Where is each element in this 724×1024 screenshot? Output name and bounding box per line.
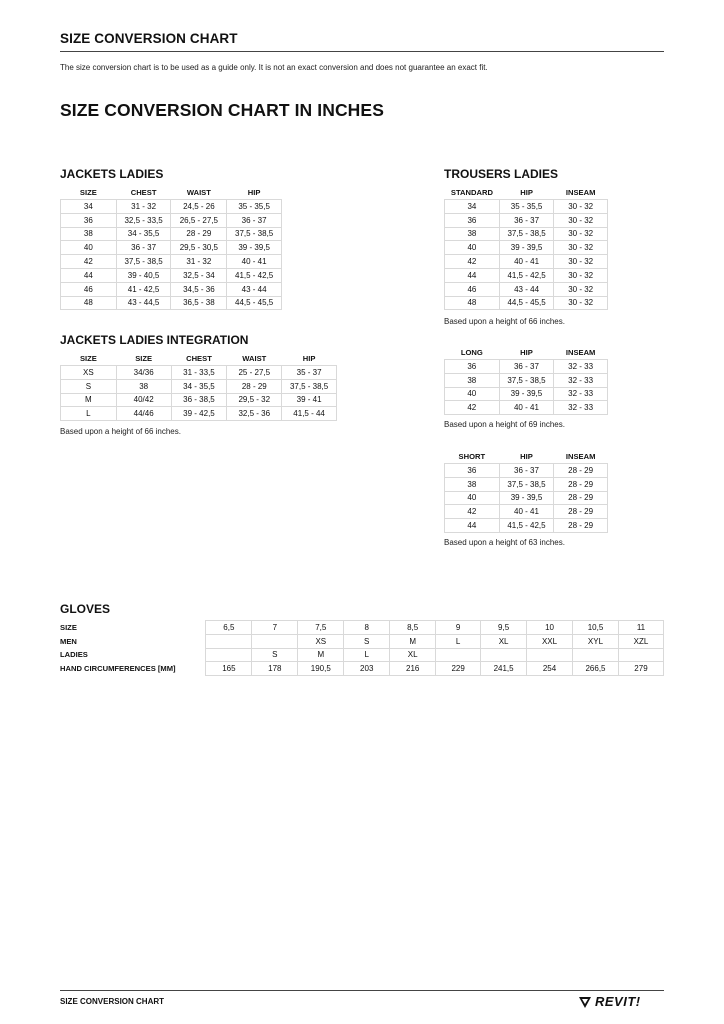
table-cell: 43 - 44: [227, 282, 282, 296]
header-title: SIZE CONVERSION CHART: [60, 31, 238, 46]
table-row: [445, 360, 608, 374]
table-cell: 38: [445, 227, 500, 241]
table-header-row: [61, 351, 337, 366]
table-cell: 39 - 39,5: [499, 241, 553, 255]
table-row: [61, 255, 282, 269]
table-cell: 40 - 41: [499, 505, 554, 519]
table-cell: 34: [445, 200, 500, 214]
table-cell: 42: [445, 401, 500, 415]
table-cell: SIZE: [60, 622, 77, 632]
main-title: SIZE CONVERSION CHART IN INCHES: [60, 100, 384, 120]
table-cell: 28 - 29: [171, 227, 227, 241]
table-cell: 39 - 42,5: [171, 407, 227, 421]
table-cell: 178: [252, 662, 298, 676]
brand-logo: [578, 994, 641, 1009]
table-cell: M: [61, 393, 117, 407]
table-cell: 26,5 - 27,5: [171, 213, 227, 227]
table-cell: 36: [445, 464, 500, 478]
table-cell: 8,5: [390, 621, 436, 635]
table-cell: 38: [116, 379, 171, 393]
table-cell: 38: [61, 227, 117, 241]
column-header: CHEST: [186, 353, 212, 363]
column-header: WAIST: [242, 353, 267, 363]
table-row: [445, 519, 608, 533]
table-cell: 36 - 37: [499, 464, 554, 478]
table-cell: 31 - 32: [171, 255, 227, 269]
table-cell: 30 - 32: [554, 213, 608, 227]
integration-note: Based upon a height of 66 inches.: [60, 427, 181, 436]
jackets-ladies-table: [60, 185, 282, 310]
table-cell: M: [390, 634, 436, 648]
table-row: [61, 379, 337, 393]
table-row: [61, 213, 282, 227]
table-cell: XZL: [618, 634, 663, 648]
table-cell: 38: [445, 477, 500, 491]
table-cell: MEN: [60, 636, 77, 646]
table-row: [445, 387, 608, 401]
table-cell: 36 - 37: [227, 213, 282, 227]
column-header: STANDARD: [450, 187, 493, 197]
table-cell: 35 - 35,5: [227, 200, 282, 214]
table-cell: 34: [61, 200, 117, 214]
table-cell: [436, 648, 481, 662]
table-cell: 35 - 37: [282, 366, 337, 380]
table-cell: 42: [445, 505, 500, 519]
table-row: [445, 296, 608, 310]
table-cell: 6,5: [206, 621, 252, 635]
table-cell: 36 - 38,5: [171, 393, 227, 407]
table-cell: M: [298, 648, 344, 662]
table-cell: 42: [445, 255, 500, 269]
table-cell: [527, 648, 573, 662]
table-row: [60, 634, 664, 648]
table-cell: 229: [436, 662, 481, 676]
table-cell: 34 - 35,5: [171, 379, 227, 393]
table-row: [60, 621, 664, 635]
table-cell: 190,5: [298, 662, 344, 676]
column-header: SIZE: [79, 187, 97, 197]
table-cell: 39 - 41: [282, 393, 337, 407]
table-cell: [573, 648, 619, 662]
table-cell: XL: [390, 648, 436, 662]
table-header-row: [445, 345, 608, 360]
table-cell: 203: [344, 662, 390, 676]
table-cell: 11: [618, 621, 663, 635]
table-cell: 30 - 32: [554, 200, 608, 214]
table-row: [445, 200, 608, 214]
table-cell: 40: [445, 491, 500, 505]
trousers-standard-note: Based upon a height of 66 inches.: [444, 317, 565, 326]
table-cell: XL: [481, 634, 527, 648]
table-row: [445, 255, 608, 269]
table-cell: 28 - 29: [554, 464, 608, 478]
table-cell: 30 - 32: [554, 268, 608, 282]
table-row: [61, 268, 282, 282]
column-header: SIZE: [79, 353, 97, 363]
table-cell: 28 - 29: [554, 519, 608, 533]
table-cell: 43 - 44: [499, 282, 553, 296]
table-cell: 28 - 29: [554, 505, 608, 519]
table-row: [445, 241, 608, 255]
table-cell: LADIES: [60, 650, 88, 660]
table-header-row: [61, 185, 282, 200]
table-row: [445, 268, 608, 282]
table-row: [61, 366, 337, 380]
table-row: [445, 491, 608, 505]
table-cell: L: [61, 407, 117, 421]
table-cell: 41 - 42,5: [116, 282, 171, 296]
column-header: SHORT: [458, 451, 486, 461]
jackets-ladies-title: JACKETS LADIES: [60, 167, 164, 181]
trousers-short-note: Based upon a height of 63 inches.: [444, 538, 565, 547]
table-cell: 36,5 - 38: [171, 296, 227, 310]
table-cell: 46: [445, 282, 500, 296]
column-header: HIP: [520, 451, 533, 461]
table-cell: [206, 634, 252, 648]
jackets-ladies-integration-title: JACKETS LADIES INTEGRATION: [60, 333, 249, 347]
table-cell: 44,5 - 45,5: [499, 296, 553, 310]
table-cell: 38: [445, 373, 500, 387]
table-cell: 44/46: [116, 407, 171, 421]
brand-mark-icon: [578, 996, 592, 1009]
table-cell: 29,5 - 32: [227, 393, 282, 407]
column-header: WAIST: [186, 187, 211, 197]
table-cell: 44,5 - 45,5: [227, 296, 282, 310]
table-cell: 30 - 32: [554, 296, 608, 310]
table-cell: 34/36: [116, 366, 171, 380]
trousers-ladies-title: TROUSERS LADIES: [444, 167, 559, 181]
table-cell: 40: [445, 387, 500, 401]
table-cell: 28 - 29: [554, 491, 608, 505]
table-row: [61, 296, 282, 310]
intro-text: The size conversion chart is to be used as a guide only. It is not an exact conversion and does not guarantee an exact fit.: [60, 63, 488, 72]
table-cell: [618, 648, 663, 662]
footer-title: SIZE CONVERSION CHART: [60, 997, 165, 1006]
table-cell: 48: [61, 296, 117, 310]
column-header: INSEAM: [565, 451, 596, 461]
table-cell: 9,5: [481, 621, 527, 635]
table-cell: [481, 648, 527, 662]
column-header: HIP: [247, 187, 261, 197]
column-header: HIP: [520, 187, 533, 197]
table-cell: 36 - 37: [499, 213, 553, 227]
table-row: [61, 200, 282, 214]
table-cell: 43 - 44,5: [116, 296, 171, 310]
table-cell: 37,5 - 38,5: [282, 379, 337, 393]
table-cell: 266,5: [573, 662, 619, 676]
table-row: [445, 477, 608, 491]
column-header: HIP: [302, 353, 316, 363]
table-cell: 34,5 - 36: [171, 282, 227, 296]
table-cell: L: [344, 648, 390, 662]
table-cell: 32 - 33: [554, 401, 608, 415]
table-cell: 30 - 32: [554, 282, 608, 296]
table-row: [445, 373, 608, 387]
column-header: HIP: [520, 347, 533, 357]
table-cell: 37,5 - 38,5: [499, 373, 554, 387]
table-cell: 39 - 39,5: [227, 241, 282, 255]
table-cell: 44: [445, 268, 500, 282]
table-cell: 10: [527, 621, 573, 635]
table-row: [445, 227, 608, 241]
gloves-title: GLOVES: [60, 602, 111, 616]
table-cell: 7: [252, 621, 298, 635]
table-row: [61, 393, 337, 407]
table-cell: 37,5 - 38,5: [499, 227, 553, 241]
table-cell: 254: [527, 662, 573, 676]
table-row: [60, 648, 664, 662]
table-header-row: [445, 185, 608, 200]
table-cell: 44: [445, 519, 500, 533]
table-cell: 39 - 39,5: [499, 387, 554, 401]
table-cell: 44: [61, 268, 117, 282]
table-header-row: [445, 449, 608, 464]
trousers-short-table: [444, 449, 608, 533]
table-cell: HAND CIRCUMFERENCES [MM]: [60, 664, 176, 674]
table-cell: 165: [206, 662, 252, 676]
table-cell: XS: [61, 366, 117, 380]
column-header: INSEAM: [565, 347, 596, 357]
table-cell: 32 - 33: [554, 373, 608, 387]
table-row: [60, 662, 664, 676]
table-cell: 32 - 33: [554, 360, 608, 374]
table-cell: 39 - 39,5: [499, 491, 554, 505]
trousers-standard-table: [444, 185, 608, 310]
table-cell: 37,5 - 38,5: [116, 255, 171, 269]
table-cell: 41,5 - 42,5: [499, 519, 554, 533]
column-header: CHEST: [130, 187, 157, 197]
table-cell: 24,5 - 26: [171, 200, 227, 214]
table-cell: 29,5 - 30,5: [171, 241, 227, 255]
table-cell: 241,5: [481, 662, 527, 676]
table-cell: XS: [298, 634, 344, 648]
table-row: [445, 401, 608, 415]
gloves-table: [60, 620, 664, 676]
table-cell: 216: [390, 662, 436, 676]
table-cell: [206, 648, 252, 662]
table-cell: 8: [344, 621, 390, 635]
table-cell: 36: [445, 360, 500, 374]
jackets-ladies-integration-table: [60, 351, 337, 421]
table-row: [61, 407, 337, 421]
table-cell: L: [436, 634, 481, 648]
table-cell: 40 - 41: [499, 401, 554, 415]
table-cell: 7,5: [298, 621, 344, 635]
table-cell: 30 - 32: [554, 227, 608, 241]
table-cell: 48: [445, 296, 500, 310]
table-cell: 36: [61, 213, 117, 227]
table-cell: 40 - 41: [499, 255, 553, 269]
table-cell: 30 - 32: [554, 255, 608, 269]
table-cell: 36: [445, 213, 500, 227]
table-cell: 41,5 - 42,5: [227, 268, 282, 282]
table-cell: [252, 634, 298, 648]
table-cell: 28 - 29: [227, 379, 282, 393]
table-cell: 25 - 27,5: [227, 366, 282, 380]
table-cell: 40 - 41: [227, 255, 282, 269]
table-cell: 41,5 - 44: [282, 407, 337, 421]
table-cell: XYL: [573, 634, 619, 648]
table-cell: 40: [61, 241, 117, 255]
table-cell: 35 - 35,5: [499, 200, 553, 214]
table-cell: 279: [618, 662, 663, 676]
table-cell: 41,5 - 42,5: [499, 268, 553, 282]
table-cell: 40/42: [116, 393, 171, 407]
table-cell: 37,5 - 38,5: [499, 477, 554, 491]
table-cell: 9: [436, 621, 481, 635]
table-cell: 32,5 - 34: [171, 268, 227, 282]
table-cell: 37,5 - 38,5: [227, 227, 282, 241]
table-cell: XXL: [527, 634, 573, 648]
table-cell: 31 - 32: [116, 200, 171, 214]
table-cell: 30 - 32: [554, 241, 608, 255]
column-header: LONG: [460, 347, 483, 357]
table-row: [445, 282, 608, 296]
column-header: INSEAM: [565, 187, 596, 197]
footer-divider: [60, 990, 664, 991]
table-row: [61, 227, 282, 241]
table-cell: 28 - 29: [554, 477, 608, 491]
table-row: [61, 282, 282, 296]
trousers-long-table: [444, 345, 608, 415]
table-row: [445, 213, 608, 227]
table-cell: S: [344, 634, 390, 648]
table-cell: 40: [445, 241, 500, 255]
table-cell: S: [61, 379, 117, 393]
table-cell: 31 - 33,5: [171, 366, 227, 380]
table-row: [61, 241, 282, 255]
table-cell: 34 - 35,5: [116, 227, 171, 241]
column-header: SIZE: [135, 353, 153, 363]
table-cell: 42: [61, 255, 117, 269]
table-cell: 32,5 - 33,5: [116, 213, 171, 227]
table-cell: 39 - 40,5: [116, 268, 171, 282]
table-cell: 10,5: [573, 621, 619, 635]
table-cell: 46: [61, 282, 117, 296]
table-row: [445, 464, 608, 478]
table-cell: 32 - 33: [554, 387, 608, 401]
table-row: [445, 505, 608, 519]
brand-name: REVIT!: [595, 994, 641, 1009]
trousers-long-note: Based upon a height of 69 inches.: [444, 420, 565, 429]
header-divider: [60, 51, 664, 52]
table-cell: 36 - 37: [499, 360, 554, 374]
table-cell: 36 - 37: [116, 241, 171, 255]
table-cell: S: [252, 648, 298, 662]
table-cell: 32,5 - 36: [227, 407, 282, 421]
